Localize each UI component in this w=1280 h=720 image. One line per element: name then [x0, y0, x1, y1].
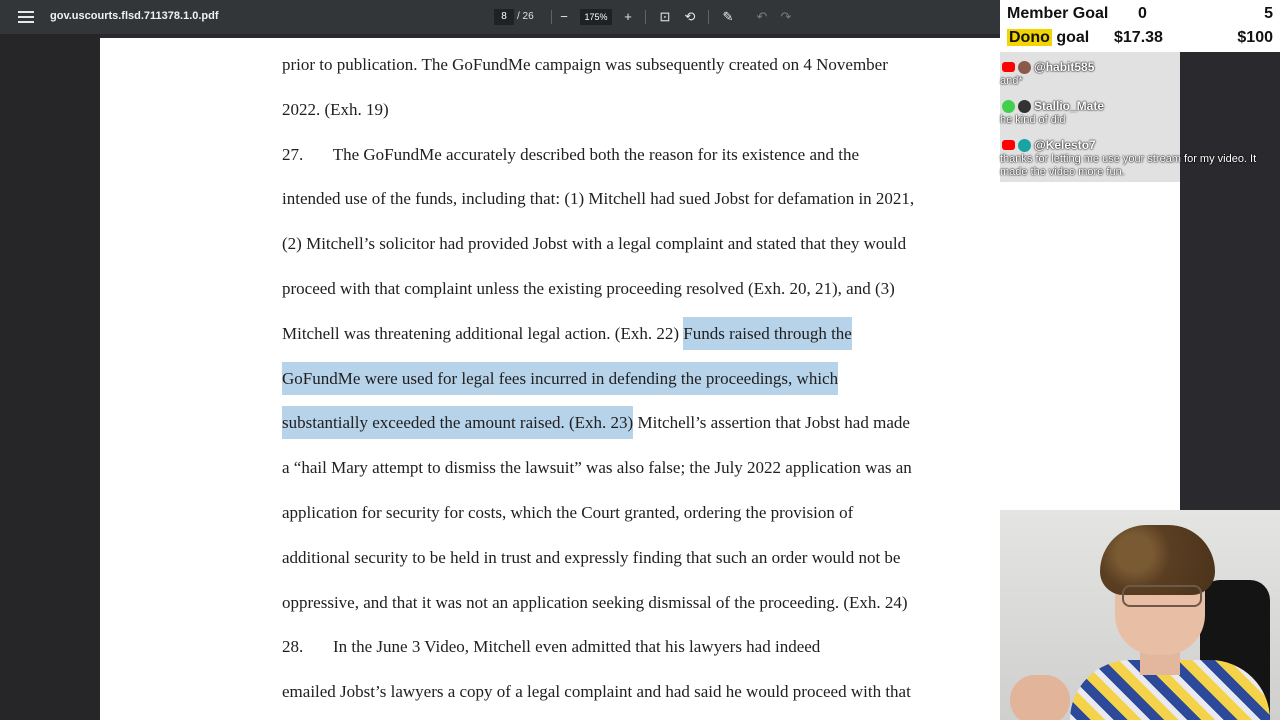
- text-run[interactable]: intended use of the funds, including that: (1) Mitchell had sued Jobst for defamation in 2021,: [282, 189, 915, 209]
- zoom-in-icon[interactable]: +: [624, 9, 632, 24]
- document-line: [282, 548, 900, 568]
- chat-text: and*: [1000, 75, 1023, 87]
- toolbar-divider: [645, 10, 646, 24]
- stream-goals: [1000, 0, 1280, 52]
- undo-icon[interactable]: ↶: [756, 9, 768, 24]
- text-run[interactable]: prior to publication. The GoFundMe campaign was subsequently created on 4 November: [282, 55, 888, 74]
- kick-icon: [1002, 100, 1015, 113]
- chat-username: Stallio_Mate: [1034, 99, 1105, 113]
- text-run[interactable]: oppressive, and that it was not an application seeking dismissal of the proceeding. (Exh. 24): [282, 592, 908, 612]
- annotate-icon[interactable]: ✎: [722, 9, 734, 24]
- toolbar-divider: [551, 10, 552, 24]
- toolbar-divider: [708, 10, 709, 24]
- chat-text: he kind of did: [1000, 114, 1066, 126]
- youtube-icon: [1002, 62, 1015, 72]
- text-run[interactable]: proceed with that complaint unless the existing proceeding resolved (Exh. 20, 21), and (3): [282, 279, 895, 298]
- document-line: [282, 55, 888, 75]
- dono-goal-current: $17.38: [1114, 29, 1163, 46]
- zoom-out-icon[interactable]: −: [560, 9, 568, 24]
- dono-goal-label-highlight: Dono: [1009, 29, 1050, 46]
- text-run[interactable]: 27. The GoFundMe accurately described both the reason for its existence and the: [282, 144, 860, 164]
- chat-message: [1000, 59, 1280, 88]
- chat-username: @Kelesto7: [1034, 138, 1096, 152]
- chat-message: [1000, 98, 1280, 127]
- chat-text: thanks for letting me use your stream for my video. It made the video more fun.: [1000, 153, 1257, 178]
- highlighted-text[interactable]: Funds raised through the: [683, 317, 852, 350]
- text-run[interactable]: Mitchell’s assertion that Jobst had made: [633, 413, 910, 433]
- avatar: [1018, 100, 1031, 113]
- text-run[interactable]: 2022. (Exh. 19): [282, 99, 389, 119]
- webcam-feed: [1000, 510, 1280, 720]
- highlighted-text[interactable]: GoFundMe were used for legal fees incurred in defending the proceedings, which: [282, 362, 838, 395]
- text-run[interactable]: additional security to be held in trust and expressly finding that such an order would not be: [282, 547, 901, 567]
- page-total: / 26: [517, 11, 534, 22]
- stream-chat: [1000, 52, 1257, 182]
- zoom-level-input[interactable]: 175%: [580, 9, 612, 25]
- viewer-gutter: [0, 34, 100, 720]
- chat-username: @habit585: [1034, 60, 1095, 74]
- dono-goal-label: [1000, 26, 1096, 50]
- document-line: [282, 593, 908, 613]
- youtube-icon: [1002, 140, 1015, 150]
- avatar: [1018, 61, 1031, 74]
- document-line: [282, 234, 906, 254]
- document-line: [282, 279, 895, 299]
- dono-goal: [1000, 26, 1280, 50]
- avatar: [1018, 139, 1031, 152]
- chat-message: [1000, 137, 1280, 179]
- redo-icon[interactable]: ↷: [780, 9, 792, 24]
- document-line: [282, 503, 853, 523]
- document-line: [282, 100, 389, 120]
- document-line: [282, 413, 910, 433]
- document-title: gov.uscourts.flsd.711378.1.0.pdf: [50, 10, 219, 22]
- text-run[interactable]: application for security for costs, which the Court granted, ordering the provision of: [282, 503, 854, 522]
- dono-goal-label-rest: goal: [1051, 29, 1090, 46]
- member-goal: [1000, 2, 1280, 26]
- document-line: [282, 458, 912, 478]
- text-run[interactable]: a “hail Mary attempt to dismiss the lawsuit” was also false; the July 2022 application was an: [282, 458, 912, 478]
- document-line: [282, 324, 852, 344]
- document-line: [282, 189, 914, 209]
- document-line: [282, 145, 859, 165]
- rotate-icon[interactable]: ⟲: [684, 9, 696, 24]
- menu-icon[interactable]: [16, 8, 36, 26]
- text-run[interactable]: (2) Mitchell’s solicitor had provided Jobst with a legal complaint and stated that they would: [282, 234, 907, 254]
- document-line: [282, 637, 820, 657]
- text-run[interactable]: Mitchell was threatening additional legal action. (Exh. 22): [282, 323, 684, 343]
- highlighted-text[interactable]: substantially exceeded the amount raised. (Exh. 23): [282, 406, 633, 439]
- document-line: [282, 682, 911, 702]
- text-run[interactable]: emailed Jobst’s lawyers a copy of a legal complaint and had said he would proceed with that: [282, 682, 911, 702]
- member-goal-target: 5: [1264, 5, 1273, 22]
- page-number-input[interactable]: 8: [494, 9, 514, 25]
- member-goal-label: Member Goal: [1007, 5, 1109, 22]
- webcam-hand: [1010, 675, 1070, 720]
- webcam-glasses: [1122, 585, 1202, 607]
- fit-page-icon[interactable]: ⊡: [659, 9, 671, 24]
- dono-goal-target: $100: [1237, 29, 1273, 46]
- member-goal-current: 0: [1138, 5, 1147, 22]
- document-line: [282, 369, 838, 389]
- text-run[interactable]: 28. In the June 3 Video, Mitchell even admitted that his lawyers had indeed: [282, 637, 821, 657]
